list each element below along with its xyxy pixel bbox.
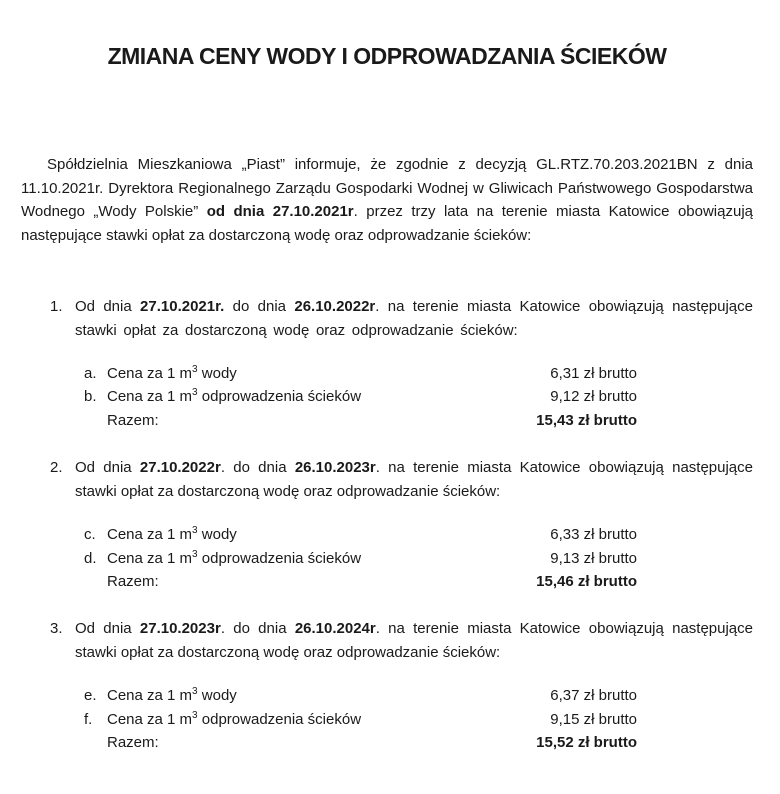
price-row-water [84,523,637,546]
row-letter: f. [84,710,93,728]
date-from: 27.10.2023r [139,620,221,638]
row-label [107,409,536,432]
row-label-prefix: Cena za 1 m [107,526,193,544]
row-label-prefix: Razem: [107,411,159,429]
row-label [107,684,550,707]
row-label [107,570,536,593]
cubic-meter-superscript: 3 [192,525,198,537]
row-label-prefix: Cena za 1 m [107,365,193,382]
row-letter: b. [84,388,97,406]
document-title: ZMIANA CENY WODY I ODPROWADZANIA ŚCIEKÓW [107,43,667,69]
cubic-meter-superscript: 3 [192,548,198,560]
row-label-prefix: Cena za 1 m [107,388,193,406]
lead-prefix: Od dnia [75,620,140,638]
row-label [107,362,550,385]
row-label-prefix: Cena za 1 m [107,549,193,567]
lead-suffix: . na terenie miasta Katowice obowiązują następujące stawki opłat za dostarczoną wodę oraz odprowadzanie ścieków: [75,620,753,661]
section-3-lead [21,617,753,664]
row-label-suffix: odprowadzenia ścieków [197,388,362,406]
section-1-lead-text [75,295,753,342]
row-price: 9,13 zł brutto [550,549,637,567]
price-row-sewage [84,708,637,731]
row-label [107,731,536,754]
row-total-price: 15,52 zł brutto [536,734,637,752]
row-total-price: 15,43 zł brutto [536,411,637,429]
row-label [107,708,550,731]
section-3-lead-text [75,617,753,664]
lead-suffix: . na terenie miasta Katowice obowiązują następujące stawki opłat za dostarczoną wodę oraz odprowadzanie ścieków: [75,298,753,339]
price-period-section-1 [21,295,753,432]
row-letter [84,409,107,432]
row-label-suffix: wody [197,526,237,544]
price-row-water [84,362,637,385]
date-from: 27.10.2022r [139,459,221,477]
date-from: 27.10.2021r. [140,298,225,315]
row-price: 9,15 zł brutto [550,710,637,728]
section-2-price-rows [21,523,753,593]
row-letter: e. [84,687,97,705]
row-label-suffix: odprowadzenia ścieków [197,710,362,728]
row-price: 6,33 zł brutto [550,526,637,544]
row-price: 6,37 zł brutto [550,687,637,705]
row-label-prefix: Cena za 1 m [107,687,193,705]
price-period-list [21,295,753,755]
row-total-price: 15,46 zł brutto [536,573,637,591]
row-label [107,523,550,546]
lead-prefix: Od dnia [75,298,141,315]
intro-text-after: . przez trzy lata na terenie miasta Katowice obowiązują następujące stawki opłat za dostarczoną wodę oraz odprowadzanie ścieków: [21,203,754,244]
row-letter [84,731,107,754]
section-3-price-rows [21,684,753,754]
row-label-prefix: Razem: [107,573,159,591]
price-row-sewage [84,385,637,408]
row-label-suffix: wody [197,687,237,705]
row-price: 9,12 zł brutto [550,388,637,406]
date-to: 26.10.2024r [294,620,376,638]
row-label-suffix: odprowadzenia ścieków [197,549,362,567]
price-row-total [84,731,637,754]
cubic-meter-superscript: 3 [192,709,198,721]
row-price: 6,31 zł brutto [550,365,637,382]
price-row-water [84,684,637,707]
row-label [107,385,550,408]
date-to: 26.10.2023r [294,459,376,477]
intro-text-before: Spółdzielnia Mieszkaniowa „Piast” informuje, że zgodnie z decyzją GL.RTZ.70.203.2021BN z dnia 11.10.2021r. Dyrektora Regionalnego Zarządu Gospodarki Wodnej w Gliwicach Państwowego Gospodarstwa Wodnego „Wody Polskie” [21,156,753,220]
cubic-meter-superscript: 3 [192,387,198,399]
price-row-total [84,409,637,432]
price-period-section-2 [21,456,753,593]
row-letter: d. [84,549,97,567]
price-row-sewage [84,547,637,570]
section-2-lead [21,456,753,503]
section-1-lead [21,295,753,342]
intro-paragraph [21,153,753,247]
row-label [107,547,550,570]
price-period-section-3 [21,617,753,754]
cubic-meter-superscript: 3 [192,364,198,375]
lead-mid: do dnia [224,298,295,315]
date-to: 26.10.2022r [294,298,376,315]
section-2-lead-text [75,456,753,503]
row-letter: a. [84,365,97,382]
price-row-total [84,570,637,593]
section-3-number: 3. [50,620,63,638]
lead-mid: . do dnia [220,620,295,638]
row-letter [84,570,107,593]
intro-effective-date: od dnia 27.10.2021r [206,203,354,220]
row-letter: c. [84,526,96,544]
row-label-suffix: wody [197,365,237,382]
row-label-prefix: Cena za 1 m [107,710,193,728]
row-label-prefix: Razem: [107,734,159,752]
lead-suffix: . na terenie miasta Katowice obowiązują następujące stawki opłat za dostarczoną wodę oraz odprowadzanie ścieków: [75,459,753,500]
cubic-meter-superscript: 3 [192,686,198,698]
section-1-number: 1. [50,298,63,315]
lead-prefix: Od dnia [75,459,140,477]
section-1-price-rows [21,362,753,432]
lead-mid: . do dnia [220,459,295,477]
section-2-number: 2. [50,459,63,477]
